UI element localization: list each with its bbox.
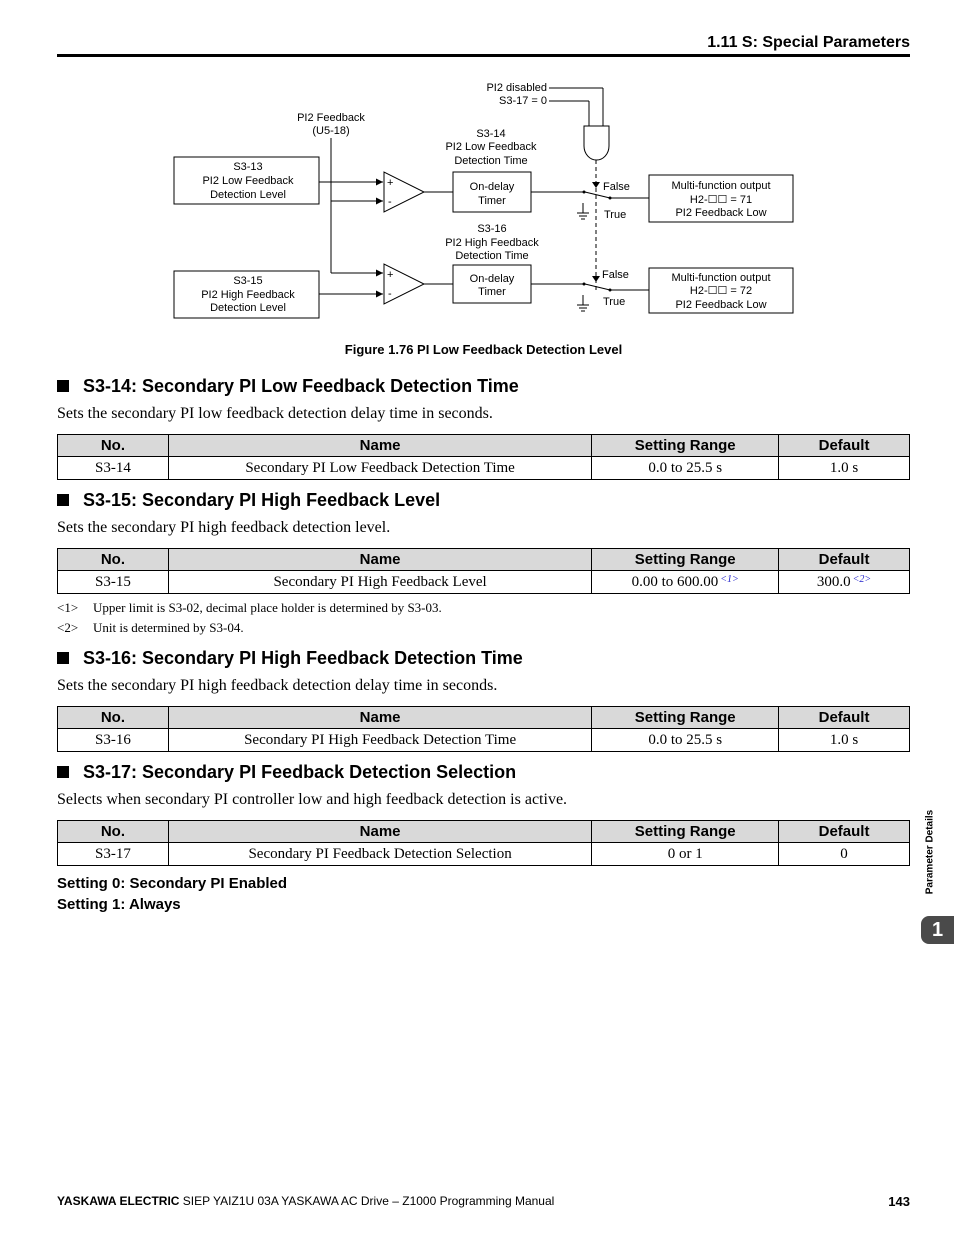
pi2-disabled-condition: S3-17 = 0 [498,95,547,107]
table-s3-15 [57,548,910,594]
pi2-feedback-monitor: (U5-18) [312,125,350,137]
table-s3-17 [57,820,910,866]
cell-default-value: 300.0 [816,573,851,590]
section-header: 1.11 S: Special Parameters [707,34,910,51]
col-default: Default [779,821,910,843]
cell-range: 0.0 to 25.5 s [592,457,779,480]
cell-no: S3-14 [58,457,169,480]
switch-low-false: False [603,181,630,193]
table-row [58,843,910,866]
footer-text [57,1194,554,1208]
output-high-setting: H2-☐☐ = 72 [689,285,753,297]
heading-s3-16-text: S3-16: Secondary PI High Feedback Detection Time [83,648,523,668]
s3-15-name: PI2 High Feedback [201,289,295,301]
table-row [58,571,910,594]
s3-15-code: S3-15 [233,275,263,287]
description-s3-16: Sets the secondary PI high feedback detection delay time in seconds. [57,677,498,694]
timer-low-line2: Timer [478,195,506,207]
output-high-title: Multi-function output [671,272,771,284]
footnote-link-1[interactable]: <1> [720,573,739,585]
s3-14-code: S3-14 [476,128,506,140]
chapter-tab[interactable]: 1 [921,916,954,944]
description-s3-15: Sets the secondary PI high feedback detection level. [57,519,391,536]
side-tab-label [918,802,942,902]
s3-16-desc: Detection Time [455,250,529,262]
s3-14-desc: Detection Time [454,155,528,167]
table-s3-16 [57,706,910,752]
cell-name: Secondary PI Low Feedback Detection Time [168,457,591,480]
cell-name: Secondary PI High Feedback Level [168,571,591,594]
heading-s3-15 [57,490,440,511]
s3-13-code: S3-13 [233,161,263,173]
heading-s3-17-text: S3-17: Secondary PI Feedback Detection Selection [83,762,517,782]
col-range: Setting Range [592,549,779,571]
footnote-link-2[interactable]: <2> [852,573,872,585]
pi2-disabled-label: PI2 disabled [486,82,547,94]
col-default: Default [779,435,910,457]
heading-s3-17 [57,762,516,783]
cell-no: S3-15 [58,571,169,594]
heading-bullet [57,494,69,506]
comparator-high-plus: + [387,269,394,281]
s3-13-desc: Detection Level [210,189,286,201]
cell-range-value: 0.00 to 600.00 [631,573,719,590]
col-name: Name [168,435,591,457]
s3-16-name: PI2 High Feedback [445,237,539,249]
col-no: No. [58,821,169,843]
comparator-low-minus: - [388,196,392,208]
output-low-title: Multi-function output [671,180,771,192]
col-default: Default [779,707,910,729]
cell-default [779,571,910,594]
table-row [58,729,910,752]
cell-range: 0.0 to 25.5 s [592,729,779,752]
switch-high-false: False [602,269,629,281]
description-s3-17: Selects when secondary PI controller low and high feedback detection is active. [57,791,568,808]
col-name: Name [168,821,591,843]
and-gate [584,126,609,160]
table-header-row [58,549,910,571]
heading-s3-14-text: S3-14: Secondary PI Low Feedback Detection Time [83,376,519,396]
feedback-detection-diagram [0,0,954,340]
timer-low-line1: On-delay [469,181,515,193]
heading-bullet [57,766,69,778]
heading-bullet [57,380,69,392]
side-tab-text: Parameter Details [924,809,936,895]
heading-s3-14 [57,376,519,397]
footnote-1-text: Upper limit is S3-02, decimal place holder is determined by S3-03. [93,600,442,615]
switch-low-true: True [604,209,627,221]
cell-name: Secondary PI Feedback Detection Selection [168,843,591,866]
s3-13-name: PI2 Low Feedback [202,175,294,187]
footer-brand: YASKAWA ELECTRIC [57,1194,180,1208]
footnote-1-tag: <1> [57,600,79,615]
pi2-feedback-label: PI2 Feedback [297,112,365,124]
footer-doc-title: SIEP YAIZ1U 03A YASKAWA AC Drive – Z1000 Programming Manual [179,1194,555,1208]
figure-caption: Figure 1.76 PI Low Feedback Detection Level [344,342,623,357]
output-low-setting: H2-☐☐ = 71 [689,194,753,206]
setting-1: Setting 1: Always [57,896,181,913]
comparator-low-plus: + [387,177,394,189]
cell-no: S3-16 [58,729,169,752]
col-no: No. [58,549,169,571]
setting-0: Setting 0: Secondary PI Enabled [57,875,288,892]
col-name: Name [168,707,591,729]
col-range: Setting Range [592,821,779,843]
cell-default: 0 [779,843,910,866]
footnote-2-tag: <2> [57,620,79,635]
table-header-row [58,707,910,729]
cell-range [592,571,779,594]
footnote-2-text: Unit is determined by S3-04. [93,620,244,635]
table-s3-14 [57,434,910,480]
page-number: 143 [888,1194,910,1209]
cell-range: 0 or 1 [592,843,779,866]
table-header-row [58,435,910,457]
s3-15-desc: Detection Level [210,302,286,314]
cell-default: 1.0 s [779,729,910,752]
cell-no: S3-17 [58,843,169,866]
col-name: Name [168,549,591,571]
timer-high-line2: Timer [478,286,506,298]
description-s3-14: Sets the secondary PI low feedback detection delay time in seconds. [57,405,493,422]
col-no: No. [58,707,169,729]
table-header-row [58,821,910,843]
switch-high-true: True [603,296,626,308]
comparator-high-minus: - [388,288,392,300]
footnote-2 [57,620,244,636]
col-range: Setting Range [592,435,779,457]
output-high-name: PI2 Feedback Low [675,299,767,311]
heading-s3-15-text: S3-15: Secondary PI High Feedback Level [83,490,441,510]
heading-bullet [57,652,69,664]
timer-high-line1: On-delay [469,273,515,285]
col-default: Default [779,549,910,571]
output-low-name: PI2 Feedback Low [675,207,767,219]
table-row [58,457,910,480]
footnote-1 [57,600,442,616]
s3-16-code: S3-16 [477,223,507,235]
col-no: No. [58,435,169,457]
cell-default: 1.0 s [779,457,910,480]
heading-s3-16 [57,648,523,669]
col-range: Setting Range [592,707,779,729]
s3-14-name: PI2 Low Feedback [445,141,537,153]
cell-name: Secondary PI High Feedback Detection Time [168,729,591,752]
